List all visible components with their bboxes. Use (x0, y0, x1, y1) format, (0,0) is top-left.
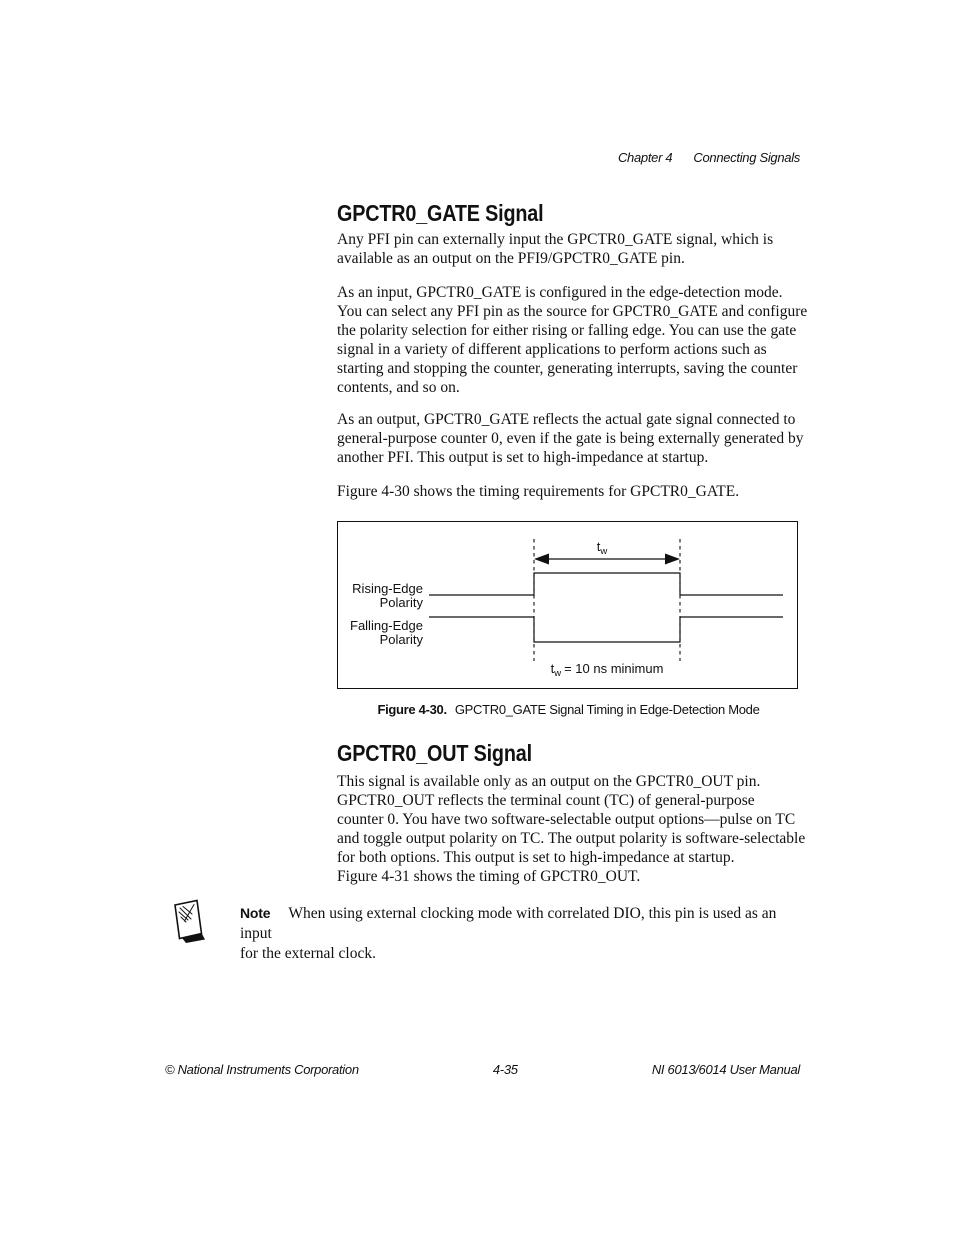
gpctr0-gate-section-title: GPCTR0_GATE Signal (337, 200, 544, 226)
tw-label: $t_w$ (596, 539, 608, 557)
rising-edge-label-line1: Rising-Edge (352, 581, 423, 596)
gate-paragraph-figure-ref: Figure 4-30 shows the timing requirements for GPCTR0_GATE. (337, 483, 740, 500)
falling-edge-label-line1: Falling-Edge (350, 618, 423, 633)
out-paragraph: This signal is available only as an output on the GPCTR0_OUT pin. GPCTR0_OUT reflects the terminal count (TC) of general-purpose counter 0. You have two software-selectable output options—pulse on TC and toggle output polarity on TC. The output polarity is software-selectable for both options. This output is set to high-impedance at startup. Figure 4-31 shows the timing of GPCTR0_OUT. (337, 773, 806, 885)
footer-manual-title: NI 6013/6014 User Manual (651, 1062, 800, 1077)
page-footer (165, 1062, 800, 1077)
gate-paragraph-1: Any PFI pin can externally input the GPCTR0_GATE signal, which is available as an output on the PFI9/GPCTR0_GATE pin. (337, 231, 774, 267)
gate-paragraph-2: As an input, GPCTR0_GATE is configured in the edge-detection mode. You can select any PFI pin as the source for GPCTR0_GATE and configure the polarity selection for either rising or falling edge. You can use the gate signal in a variety of different applications to perform actions such as starting and stopping the counter, generating interrupts, saving the counter contents, and so on. (337, 284, 808, 396)
rising-edge-label-line2: Polarity (379, 595, 423, 610)
tw-minimum-label: $t_w = 10$ ns minimum (550, 661, 664, 679)
figure-caption (337, 702, 800, 717)
note-text: When using external clocking mode with correlated DIO, this pin is used as an input for the external clock. (240, 905, 777, 962)
arrowhead-right-icon (665, 554, 680, 565)
figure-caption-text: GPCTR0_GATE Signal Timing in Edge-Detection Mode (454, 702, 760, 717)
falling-edge-waveform (429, 617, 783, 642)
running-header (618, 150, 800, 165)
gate-paragraph-3: As an output, GPCTR0_GATE reflects the actual gate signal connected to general-purpose counter 0, even if the gate is being externally generated by another PFI. This output is set to high-impedance at startup. (337, 411, 804, 466)
falling-edge-label-line2: Polarity (379, 632, 423, 647)
note-notebook-icon (170, 898, 206, 944)
gpctr0-out-section-title: GPCTR0_OUT Signal (337, 740, 532, 766)
figure-caption-number: Figure 4-30. (377, 702, 447, 717)
header-chapter: Chapter 4 (617, 150, 673, 165)
footer-copyright: © National Instruments Corporation (165, 1062, 359, 1077)
note-label: Note (240, 905, 271, 921)
timing-diagram-svg (338, 522, 796, 687)
note-block (240, 903, 806, 964)
footer-page-number: 4-35 (492, 1062, 518, 1077)
timing-diagram-figure (337, 521, 798, 689)
header-section-title: Connecting Signals (693, 150, 800, 165)
arrowhead-left-icon (534, 554, 549, 565)
rising-edge-waveform (429, 573, 783, 595)
